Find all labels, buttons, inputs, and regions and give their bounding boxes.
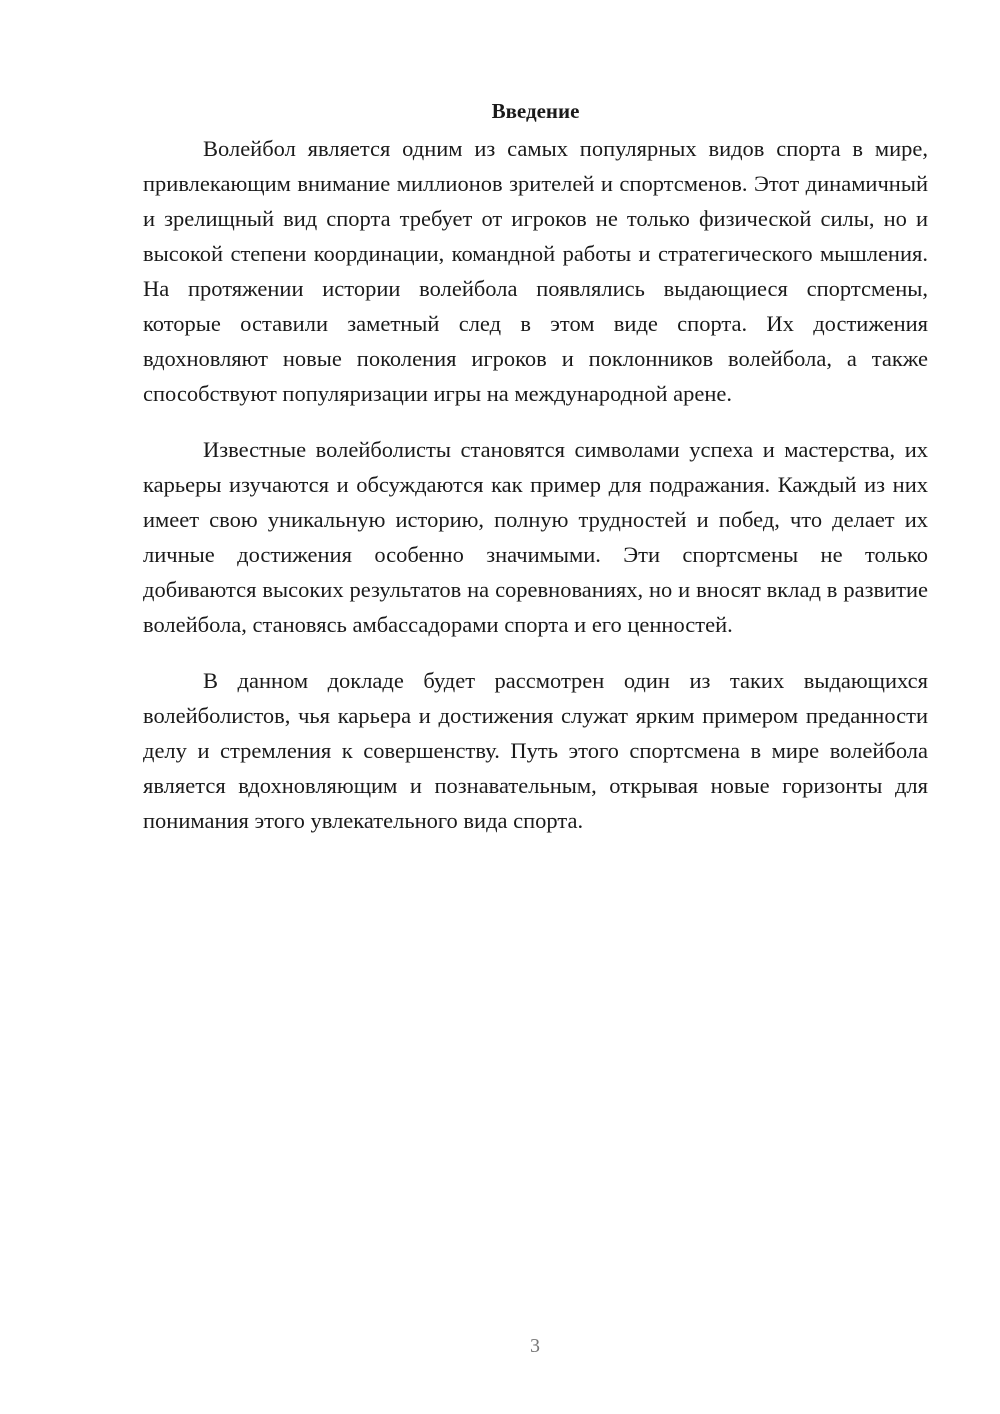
paragraph-3: В данном докладе будет рассмотрен один из таких выдающихся волейболистов, чья карьера и достижения служат ярким примером преданности делу и стремления к совершенству. Путь этого спортсмена в мире волейбола является вдохновляющим и познавательным, открывая новые горизонты для понимания этого увлекательного вида спорта. <box>143 668 928 833</box>
paragraph-1: Волейбол является одним из самых популярных видов спорта в мире, привлекающим внимание миллионов зрителей и спортсменов. Этот динамичный и зрелищный вид спорта требует от игроков не только физической силы, но и высокой степени координации, командной работы и стратегического мышления. На протяжении истории волейбола появлялись выдающиеся спортсмены, которые оставили заметный след в этом виде спорта. Их достижения вдохновляют новые поколения игроков и поклонников волейбола, а также способствуют популяризации игры на международной арене. <box>143 136 928 406</box>
page-content <box>143 95 928 859</box>
section-title: Введение <box>491 99 580 123</box>
paragraph-2: Известные волейболисты становятся символами успеха и мастерства, их карьеры изучаются и обсуждаются как пример для подражания. Каждый из них имеет свою уникальную историю, полную трудностей и побед, что делает их личные достижения особенно значимыми. Эти спортсмены не только добиваются высоких результатов на соревнованиях, но и вносят вклад в развитие волейбола, становясь амбассадорами спорта и его ценностей. <box>143 437 928 637</box>
page-number: 3 <box>530 1335 540 1357</box>
